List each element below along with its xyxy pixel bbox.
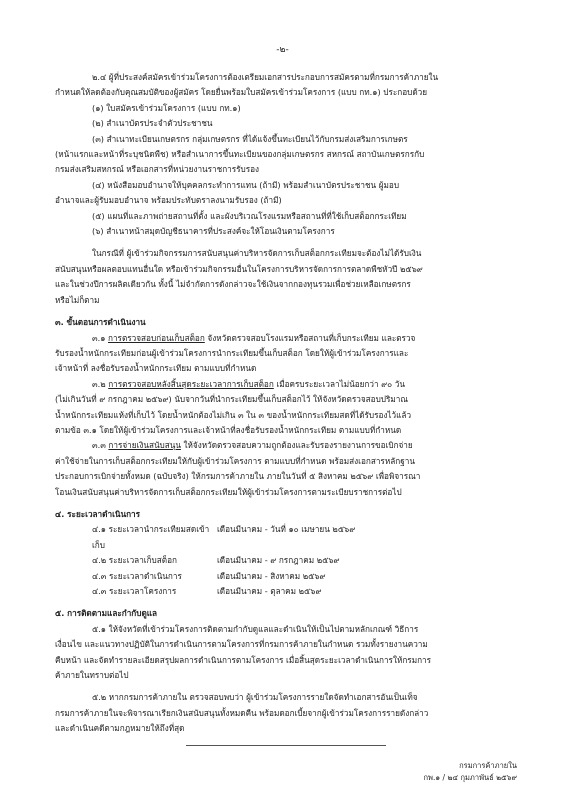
footer	[424, 760, 517, 784]
condition-paragraph-line: สนับสนุนหรือผลตอบแทนอื่นใด หรือเข้าร่วมกิจกรรมอื่นในโครงการบริหารจัดการการตลาดพืชหัวปี ๒๕๖๙	[55, 263, 423, 274]
section-5-2: ๕.๒ หากกรมการค้าภายใน ตรวจสอบพบว่า ผู้เข้าร่วมโครงการรายใดจัดทำเอกสารอันเป็นเท็จ	[92, 692, 418, 703]
section-3-1-line: เจ้าหน้าที่ ลงชื่อรับรองน้ำหนักกระเทียม ตามแบบที่กำหนด	[55, 363, 257, 374]
period-value: เดือนมีนาคม - วันที่ ๑๐ เมษายน ๒๕๖๙	[217, 524, 356, 535]
period-label: ๔.๓ ระยะเวลาโครงการ	[92, 586, 177, 596]
section-3-3: ๓.๓ การจ่ายเงินสนับสนุน ให้จังหวัดตรวจสอบความถูกต้องและรับรองรายงานการขอเบิกจ่าย	[92, 440, 413, 451]
section-3-3-line: ค่าใช้จ่ายในการเก็บสต็อกกระเทียมให้กับผู้เข้าร่วมโครงการ ตามแบบที่กำหนด พร้อมส่งเอกสารหลักฐาน	[55, 455, 415, 466]
section-3-3-line: โอนเงินสนับสนุนค่าบริหารจัดการเก็บสต็อกกระเทียมให้ผู้เข้าร่วมโครงการตามระเบียบราชการต่อไป	[55, 486, 402, 497]
period-value: เดือนมีนาคม - สิงหาคม ๒๕๖๙	[217, 570, 326, 581]
section-5-1: ๕.๑ ให้จังหวัดที่เข้าร่วมโครงการติดตามกำกับดูแลและดำเนินให้เป็นไปตามหลักเกณฑ์ วิธีการ	[92, 623, 419, 634]
condition-paragraph: ในกรณีที่ ผู้เข้าร่วมกิจกรรมการสนับสนุนค่าบริหารจัดการเก็บสต็อกกระเทียมจะต้องไม่ได้รับเงิน	[92, 248, 422, 259]
section-3-2-line: น้ำหนักกระเทียมแห้งที่เก็บไว้ โดยน้ำหนักต้องไม่เกิน ๓ ใน ๓ ของน้ำหนักกระเทียมสดที่ได้รับรองไว้แล้ว	[55, 409, 412, 420]
section-3-1-line: รับรองน้ำหนักกระเทียมก่อนผู้เข้าร่วมโครงการนำกระเทียมขึ้นเก็บสต็อก โดยให้ผู้เข้าร่วมโครงการและ	[55, 347, 409, 358]
document-body	[55, 70, 517, 750]
doc-item: (๔) หนังสือมอบอำนาจให้บุคคลกระทำการแทน (ถ้ามี) พร้อมสำเนาบัตรประชาชน ผู้มอบ	[92, 179, 400, 190]
period-label: ๔.๑ ระยะเวลานำกระเทียมสดเข้าเก็บ	[92, 524, 210, 550]
heading-5: ๕. การติดตามและกำกับดูแล	[55, 608, 158, 619]
section-5-1-line: ค้าภายในทราบต่อไป	[55, 670, 129, 681]
doc-item-cont: (หน้าแรกและหน้าที่ระบุชนิดพืช) หรือสำเนาการขึ้นทะเบียนของกลุ่มเกษตรกร สหกรณ์ สถาบันเกษตรกรกับ	[55, 149, 425, 160]
condition-paragraph-line: หรือไม่ก็ตาม	[55, 294, 100, 305]
doc-item: (๒) สำเนาบัตรประจำตัวประชาชน	[92, 118, 213, 129]
heading-4: ๔. ระยะเวลาดำเนินการ	[55, 508, 141, 519]
period-row	[55, 569, 517, 584]
period-value: เดือนมีนาคม - ๙ กรกฎาคม ๒๕๖๙	[217, 555, 340, 566]
section-3-1: ๓.๑ การตรวจสอบก่อนเก็บสต็อก จังหวัดตรวจสอบโรงแรมหรือสถานที่เก็บกระเทียม และตรวจ	[92, 332, 416, 343]
section-3-2-line: ตามข้อ ๓.๑ โดยให้ผู้เข้าร่วมโครงการและเจ้าหน้าที่ลงชื่อรับรองน้ำหนักกระเทียม ตามแบบที่กำหนด	[55, 424, 402, 435]
period-row	[55, 522, 517, 553]
section-5-2-line: กรมการค้าภายในจะพิจารณาเรียกเงินสนับสนุนทั้งหมดคืน พร้อมดอกเบี้ยจากผู้เข้าร่วมโครงการรายดังกล่าว	[55, 707, 429, 718]
section-2-4: ๒.๔ ผู้ที่ประสงค์สมัครเข้าร่วมโครงการต้องเตรียมเอกสารประกอบการสมัครตามที่กรมการค้าภายใน	[92, 72, 439, 82]
doc-item-cont: อำนาจและผู้รับมอบอำนาจ พร้อมประทับตราลงนามรับรอง (ถ้ามี)	[55, 195, 282, 206]
section-5-1-line: เงื่อนไข และแนวทางปฏิบัติในการดำเนินการตามโครงการที่กรมการค้าภายในกำหนด รวมทั้งรายงานความ	[55, 639, 428, 650]
doc-item: (๖) สำเนาหน้าสมุดบัญชีธนาคารที่ประสงค์จะให้โอนเงินตามโครงการ	[92, 226, 335, 237]
doc-item: (๕) แผนที่และภาพถ่ายสถานที่ตั้ง และผังบริเวณโรงแรมหรือสถานที่ที่ใช้เก็บสต็อกกระเทียม	[92, 210, 407, 221]
doc-item-cont: กรมส่งเสริมสหกรณ์ หรือเอกสารที่หน่วยงานราชการรับรอง	[55, 164, 260, 175]
section-3-2-line: (ไม่เกินวันที่ ๙ กรกฎาคม ๒๕๖๙) นับจากวันที่นำกระเทียมขึ้นเก็บสต็อกไว้ ให้จังหวัดตรวจสอบปริมาณ	[55, 394, 408, 405]
section-2-4-cont: กำหนดให้ลดต้องกับคุณสมบัติของผู้สมัคร โดยยื่นพร้อมใบสมัครเข้าร่วมโครงการ (แบบ กท.๑) ประกอบด้วย	[55, 87, 428, 98]
page-number: -๒-	[276, 45, 289, 55]
condition-paragraph-line: และในช่วงปีการผลิตเดียวกัน ทั้งนี้ ไม่จำกัดการดังกล่าวจะใช้เงินจากกองทุนรวมเพื่อช่วยเหลือเกษตรกร	[55, 279, 411, 290]
section-3-2: ๓.๒ การตรวจสอบหลังสิ้นสุดระยะเวลาการเก็บสต็อก เมื่อครบระยะเวลาไม่น้อยกว่า ๙๐ วัน	[92, 378, 405, 389]
period-value: เดือนมีนาคม - ตุลาคม ๒๕๖๙	[217, 586, 322, 596]
section-5-1-line: คืบหน้า และจัดทำรายละเอียดสรุปผลการดำเนินการตามโครงการ เมื่อสิ้นสุดระยะเวลาดำเนินการให้กรมการ	[55, 654, 432, 665]
period-row	[55, 584, 517, 599]
footer-date: กพ.๑ / ๒๔ กุมภาพันธ์ ๒๕๖๙	[423, 773, 517, 782]
footer-org: กรมการค้าภายใน	[459, 761, 517, 770]
section-5-2-line: และดำเนินคดีตามกฎหมายให้ถึงที่สุด	[55, 723, 185, 734]
period-label: ๔.๒ ระยะเวลาเก็บสต็อก	[92, 555, 177, 566]
heading-3: ๓. ขั้นตอนการดำเนินงาน	[55, 317, 146, 328]
doc-item: (๑) ใบสมัครเข้าร่วมโครงการ (แบบ กท.๑)	[92, 102, 241, 113]
section-3-3-line: ประกอบการเบิกจ่ายทั้งหมด (ฉบับจริง) ให้กรมการค้าภายใน ภายในวันที่ ๕ สิงหาคม ๒๕๖๙ เพื่อพิจารณา	[55, 471, 421, 482]
period-row	[55, 553, 517, 568]
divider-line	[186, 745, 386, 746]
period-label: ๔.๓ ระยะเวลาดำเนินการ	[92, 570, 182, 581]
doc-item: (๓) สำเนาทะเบียนเกษตรกร กลุ่มเกษตรกร ที่ได้แจ้งขึ้นทะเบียนไว้กับกรมส่งเสริมการเกษตร	[92, 133, 408, 144]
